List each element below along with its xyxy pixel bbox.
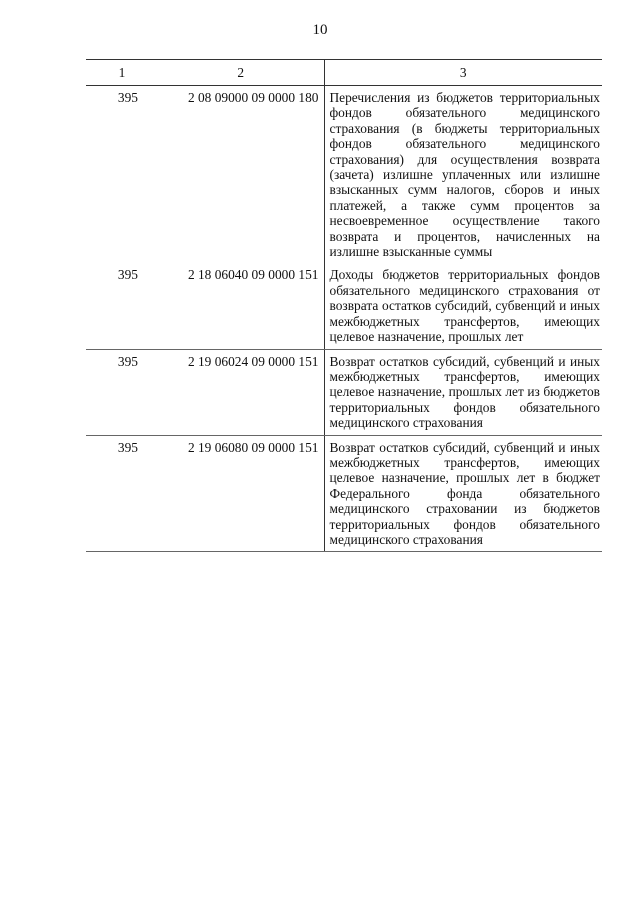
- kbk-code-cell: 2 19 06080 09 0000 151: [158, 435, 324, 552]
- table-row: [86, 86, 602, 264]
- budget-classification-table: [86, 59, 602, 552]
- description-cell: Возврат остатков субсидий, субвенций и иных межбюджетных трансфертов, имеющих целевое назначение, прошлых лет из бюджетов территориальных фондов обязательного медицинского страхования: [324, 349, 602, 435]
- admin-code-cell: 395: [117, 90, 138, 105]
- description-cell: Возврат остатков субсидий, субвенций и иных межбюджетных трансфертов, имеющих целевое назначение, прошлых лет в бюджет Федерального фонда обязательного медицинского страховании из бюджетов территориальных фондов обязательного медицинского страхования: [324, 435, 602, 552]
- admin-code-cell: 395: [86, 263, 158, 349]
- admin-code-cell: 395: [86, 435, 158, 552]
- column-header-2: 2: [158, 60, 324, 86]
- table-header-row: [86, 60, 602, 86]
- admin-code-cell: 395: [86, 349, 158, 435]
- page-number: 10: [312, 22, 328, 38]
- kbk-code-cell: 2 08 09000 09 0000 180: [187, 90, 319, 105]
- description-cell: Перечисления из бюджетов территориальных фондов обязательного медицинского страхования (в бюджеты территориальных фондов обязательного медицинского страхования) для осуществления возврата (зачета) излишне уплаченных или излишне взысканных сумм налогов, сборов и иных платежей, а также сумм процентов за несвоевременное осуществление такого возврата и процентов, начисленных на излишне взысканные суммы: [324, 86, 602, 264]
- table-row: [86, 263, 602, 349]
- kbk-code-cell: 2 19 06024 09 0000 151: [158, 349, 324, 435]
- column-header-3: 3: [324, 60, 602, 86]
- column-header-1: 1: [86, 60, 158, 86]
- table-row: [86, 435, 602, 552]
- table-row: [86, 349, 602, 435]
- kbk-code-cell: 2 18 06040 09 0000 151: [158, 263, 324, 349]
- description-cell: Доходы бюджетов территориальных фондов обязательного медицинского страхования от возврата остатков субсидий, субвенций и иных межбюджетных трансфертов, имеющих целевое назначение, прошлых лет: [324, 263, 602, 349]
